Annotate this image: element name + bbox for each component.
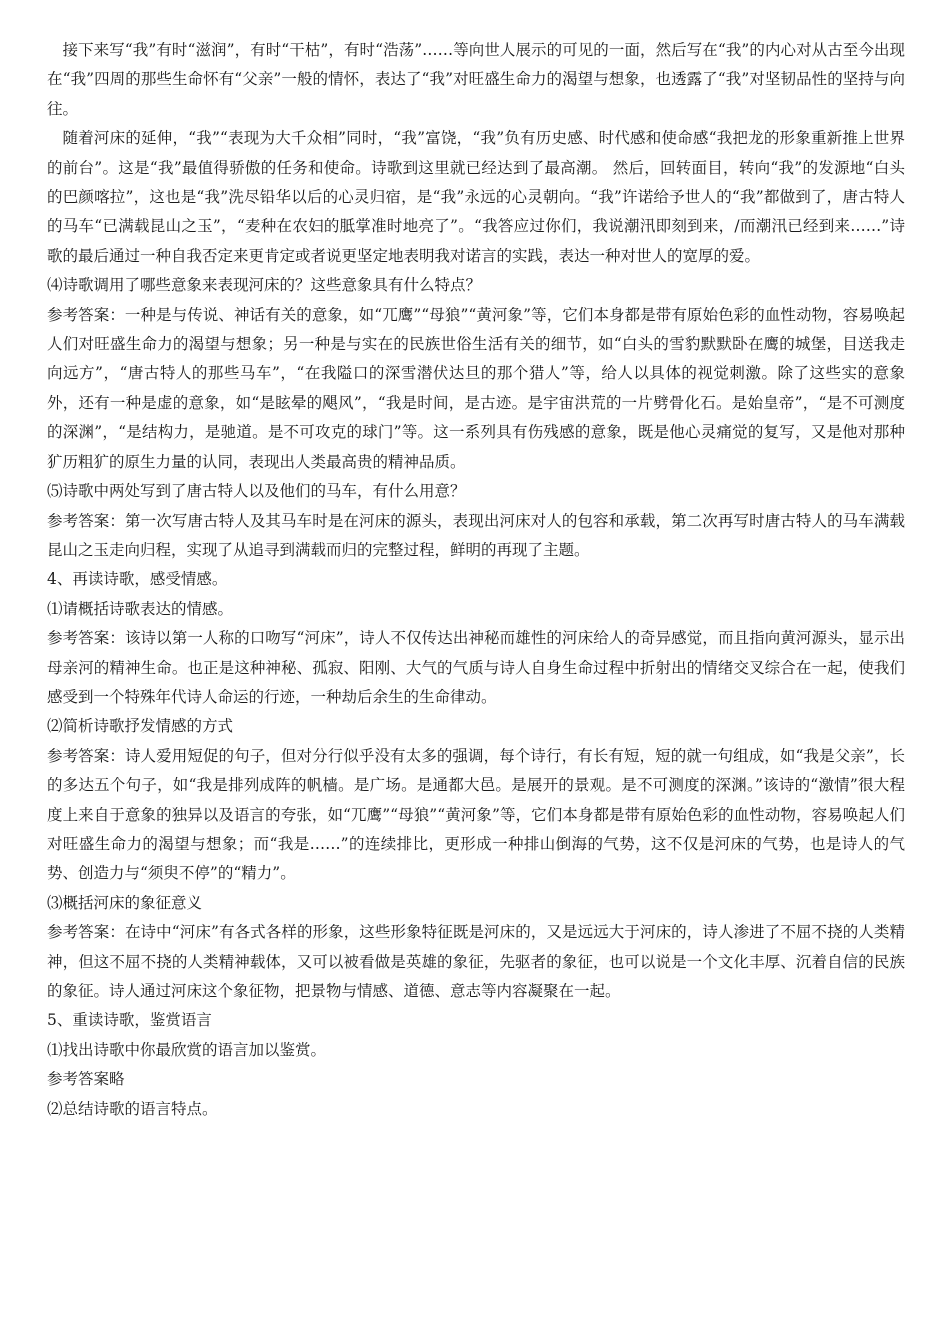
question-language-1: ⑴找出诗歌中你最欣赏的语言加以鉴赏。: [47, 1040, 327, 1059]
question-emotion-1: ⑴请概括诗歌表达的情感。: [47, 599, 234, 618]
answer-language-1: 参考答案略: [47, 1070, 125, 1089]
paragraph-analysis-2: 随着河床的延伸，“我”“表现为大千众相”同时，“我”富饶，“我”负有历史感、时代感和使命感“我把龙的形象重新推上世界的前台”。这是“我”最值得骄傲的任务和使命。诗歌到这里就已经达到了最高潮。 然后，回转面目，转向“我”的发源地“白头的巴颜喀拉”，这也是“我”洗尽铅华以后的心灵归宿，是“我”永远的心灵朝向。“我”许诺给予世人的“我”都做到了，唐古特人的马车“已满载昆山之玉”，“麦种在农妇的胝掌准时地亮了”。“我答应过你们，我说潮汛即刻到来，/而潮汛已经到来……”诗歌的最后通过一种自我否定来更肯定或者说更坚定地表明我对诺言的实践，表达一种对世人的宽厚的爱。: [47, 129, 905, 265]
answer-emotion-2: 参考答案：诗人爱用短促的句子，但对分行似乎没有太多的强调，每个诗行，有长有短，短的就一句组成，如“我是父亲”，长的多达五个句子，如“我是排列成阵的帆樯。是广场。是通都大邑。是展开的景观。是不可测度的深渊。”该诗的“激情”很大程度上来自于意象的独异以及语言的夸张，如“兀鹰”“母狼”“黄河象”等，它们本身都是带有原始色彩的血性动物，容易唤起人们对旺盛生命力的渴望与想象；而“我是……”的连续排比，更形成一种排山倒海的气势，这不仅是河床的气势，也是诗人的气势、创造力与“须臾不停”的“精力”。: [47, 746, 905, 883]
section-5-heading: 5、重读诗歌，鉴赏语言: [47, 1011, 212, 1030]
question-4-heading: ⑷诗歌调用了哪些意象来表现河床的？这些意象具有什么特点？: [47, 276, 482, 295]
question-language-2: ⑵总结诗歌的语言特点。: [47, 1099, 218, 1118]
question-emotion-3: ⑶概括河床的象征意义: [47, 893, 203, 912]
answer-emotion-3: 参考答案：在诗中“河床”有各式各样的形象，这些形象特征既是河床的，又是远远大于河床的，诗人渗进了不屈不挠的人类精神，但这不屈不挠的人类精神载体，又可以被看做是英雄的象征，先驱者的象征，也可以说是一个文化丰厚、沉着自信的民族的象征。诗人通过河床这个象征物，把景物与情感、道德、意志等内容凝聚在一起。: [47, 923, 905, 1000]
document-page: [47, 36, 905, 1124]
answer-4: 参考答案：一种是与传说、神话有关的意象，如“兀鹰”“母狼”“黄河象”等，它们本身都是带有原始色彩的血性动物，容易唤起人们对旺盛生命力的渴望与想象；另一种是与实在的民族世俗生活有关的细节，如“白头的雪豹默默卧在鹰的城堡，目送我走向远方”，“唐古特人的那些马车”，“在我隘口的深雪潜伏达旦的那个猎人”等，给人以具体的视觉刺激。除了这些实的意象外，还有一种是虚的意象，如“是眩晕的飓风”，“我是时间，是古迹。是宇宙洪荒的一片劈骨化石。是始皇帝”，“是不可测度的深渊”，“是结构力，是驰道。是不可攻克的球门”等。这一系列具有伤残感的意象，既是他心灵痛觉的复写，又是他对那种犷历粗犷的原生力量的认同，表现出人类最高贵的精神品质。: [47, 305, 905, 471]
answer-emotion-1: 参考答案：该诗以第一人称的口吻写“河床”，诗人不仅传达出神秘而雄性的河床给人的奇异感觉，而且指向黄河源头，显示出母亲河的精神生命。也正是这种神秘、孤寂、阳刚、大气的气质与诗人自身生命过程中折射出的情绪交叉综合在一起，使我们感受到一个特殊年代诗人命运的行迹，一种劫后余生的生命律动。: [47, 629, 905, 706]
question-emotion-2: ⑵简析诗歌抒发情感的方式: [47, 717, 234, 736]
paragraph-analysis-1: 接下来写“我”有时“滋润”，有时“干枯”，有时“浩荡”……等向世人展示的可见的一面，然后写在“我”的内心对从古至今出现在“我”四周的那些生命怀有“父亲”一般的情怀，表达了“我”对旺盛生命力的渴望与想象，也透露了“我”对坚韧品性的坚持与向往。: [47, 41, 905, 118]
answer-5: 参考答案：第一次写唐古特人及其马车时是在河床的源头，表现出河床对人的包容和承载，第二次再写时唐古特人的马车满载昆山之玉走向归程，实现了从追寻到满载而归的完整过程，鲜明的再现了主题。: [47, 511, 905, 559]
question-5-heading: ⑸诗歌中两处写到了唐古特人以及他们的马车，有什么用意？: [47, 482, 466, 501]
section-4-heading: 4、再读诗歌，感受情感。: [47, 570, 228, 589]
